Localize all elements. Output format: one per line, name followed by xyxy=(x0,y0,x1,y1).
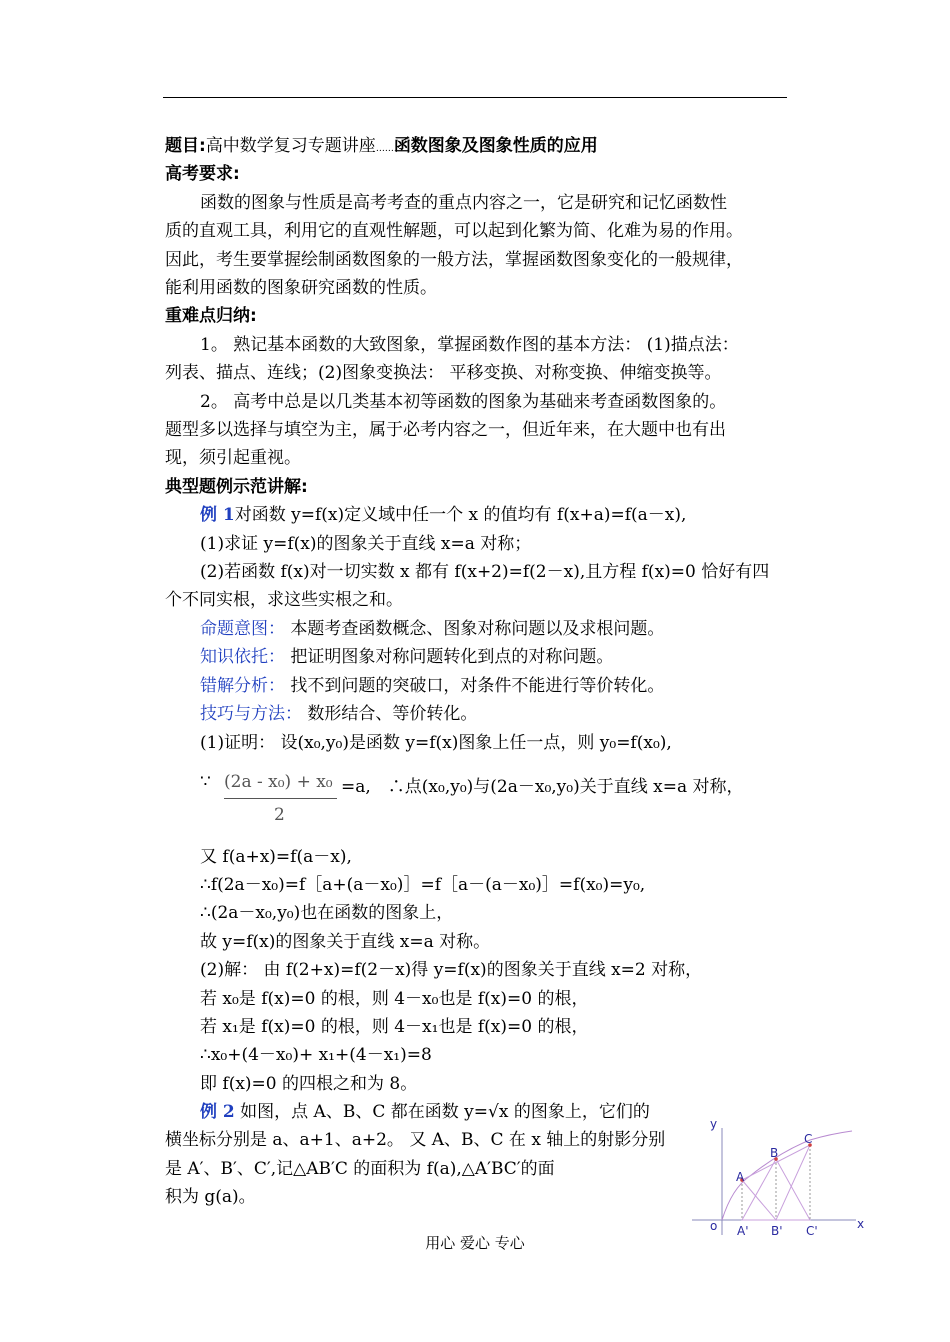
ex1-skill xyxy=(200,700,477,728)
skill-text: 数形结合、等价转化。 xyxy=(302,704,478,724)
ex1-proof-2: 又 f(a+x)=f(a－x), xyxy=(200,847,352,867)
ex1-intent xyxy=(200,615,664,643)
ex2-line-4: 积为 g(a)。 xyxy=(165,1187,256,1207)
ex1-basis xyxy=(200,643,613,671)
para-kp-2a: 2。 高考中总是以几类基本初等函数的图象为基础来考查函数图象的。 xyxy=(200,392,727,412)
because-symbol: ∵ xyxy=(200,772,211,792)
para-kp-1a: 1。 熟记基本函数的大致图象，掌握函数作图的基本方法： (1)描点法： xyxy=(200,335,739,355)
title-line xyxy=(165,132,598,163)
ex1-proof-7: 若 x₀是 f(x)=0 的根，则 4－x₀也是 f(x)=0 的根， xyxy=(200,989,589,1009)
ex1-proof-8: 若 x₁是 f(x)=0 的根，则 4－x₁也是 f(x)=0 的根， xyxy=(200,1017,589,1037)
basis-text: 把证明图象对称问题转化到点的对称问题。 xyxy=(285,647,614,667)
label-c: C xyxy=(804,1132,813,1146)
ex1-proof-10: 即 f(x)=0 的四根之和为 8。 xyxy=(200,1074,418,1094)
title-text: 高中数学复习专题讲座 xyxy=(205,136,376,156)
ex1-proof-9: ∴x₀+(4－x₀)+ x₁+(4－x₁)=8 xyxy=(200,1045,432,1065)
para-req-2: 质的直观工具，利用它的直观性解题，可以起到化繁为简、化难为易的作用。 xyxy=(165,221,743,241)
skill-label: 技巧与方法： xyxy=(200,704,302,724)
heading-examples: 典型题例示范讲解: xyxy=(165,477,308,497)
ex1-proof-3: ∴f(2a－x₀)=f［a+(a－x₀)］=f［a－(a－x₀)］=f(x₀)=y₀, xyxy=(200,875,646,895)
ex1-q1: (1)求证 y=f(x)的图象关于直线 x=a 对称； xyxy=(200,534,532,554)
para-req-3: 因此，考生要掌握绘制函数图象的一般方法，掌握函数图象变化的一般规律， xyxy=(165,250,743,270)
label-c-prime: C' xyxy=(806,1224,818,1238)
ex1-label: 例 1 xyxy=(200,505,235,525)
title-subject: 函数图象及图象性质的应用 xyxy=(393,136,598,156)
ex1-proof-6: (2)解： 由 f(2+x)=f(2－x)得 y=f(x)的图象关于直线 x=2 对称， xyxy=(200,960,703,980)
heading-requirement: 高考要求: xyxy=(165,164,240,184)
basis-label: 知识依托： xyxy=(200,647,285,667)
page-footer: 用心 爱心 专心 xyxy=(425,1234,525,1252)
heading-keypoints: 重难点归纳: xyxy=(165,306,257,326)
y-axis-label: y xyxy=(710,1117,718,1131)
ex2-label: 例 2 xyxy=(200,1102,235,1122)
origin-label: o xyxy=(710,1219,718,1233)
ex2-line-2: 横坐标分别是 a、a+1、a+2。 又 A、B、C 在 x 轴上的射影分别 xyxy=(165,1130,666,1150)
title-dots: …… xyxy=(375,144,394,154)
para-req-1: 函数的图象与性质是高考考查的重点内容之一，它是研究和记忆函数性 xyxy=(200,193,727,213)
ex1-proof-1: (1)证明： 设(x₀,y₀)是函数 y=f(x)图象上任一点，则 y₀=f(x₀), xyxy=(200,733,672,753)
ex1-q2a: (2)若函数 f(x)对一切实数 x 都有 f(x+2)=f(2－x),且方程 f(x)=0 恰好有四 xyxy=(200,562,770,582)
fraction-denominator: 2 xyxy=(274,805,285,825)
ex1-proof-4: ∴(2a－x₀,y₀)也在函数的图象上， xyxy=(200,903,454,923)
ex1-stmt: 对函数 y=f(x)定义域中任一个 x 的值均有 f(x+a)=f(a－x), xyxy=(234,505,687,525)
ex2-text-1: 如图，点 A、B、C 都在函数 y=√x 的图象上，它们的 xyxy=(240,1102,650,1122)
fraction-numerator: (2a - x₀) + x₀ xyxy=(224,772,333,792)
error-label: 错解分析： xyxy=(200,676,285,696)
fraction-bar xyxy=(224,798,337,799)
sqrt-figure xyxy=(680,1110,870,1245)
x-axis-label: x xyxy=(857,1217,865,1231)
ex2-line-1 xyxy=(200,1098,650,1126)
label-a-prime: A' xyxy=(737,1224,749,1238)
para-kp-1b: 列表、描点、连线；(2)图象变换法： 平移变换、对称变换、伸缩变换等。 xyxy=(165,363,722,383)
ex1-proof-5: 故 y=f(x)的图象关于直线 x=a 对称。 xyxy=(200,932,491,952)
label-b-prime: B' xyxy=(771,1224,783,1238)
ex2-line-3: 是 A′、B′、C′,记△AB′C 的面积为 f(a),△A′BC′的面 xyxy=(165,1159,555,1179)
para-kp-2b: 题型多以选择与填空为主，属于必考内容之一，但近年来，在大题中也有出 xyxy=(165,420,726,440)
fraction-rest: =a, ∴点(x₀,y₀)与(2a－x₀,y₀)关于直线 x=a 对称， xyxy=(341,777,744,797)
label-b: B xyxy=(770,1146,779,1160)
error-text: 找不到问题的突破口，对条件不能进行等价转化。 xyxy=(285,676,665,696)
label-a: A xyxy=(736,1170,745,1184)
ex1-error xyxy=(200,672,664,700)
para-req-4: 能利用函数的图象研究函数的性质。 xyxy=(165,278,437,298)
title-label: 题目: xyxy=(165,136,206,156)
intent-label: 命题意图： xyxy=(200,619,285,639)
ex1-statement xyxy=(200,501,686,529)
intent-text: 本题考查函数概念、图象对称问题以及求根问题。 xyxy=(285,619,665,639)
ex1-q2b: 个不同实根，求这些实根之和。 xyxy=(165,590,403,610)
para-kp-2c: 现，须引起重视。 xyxy=(165,448,301,468)
header-rule xyxy=(163,97,787,98)
